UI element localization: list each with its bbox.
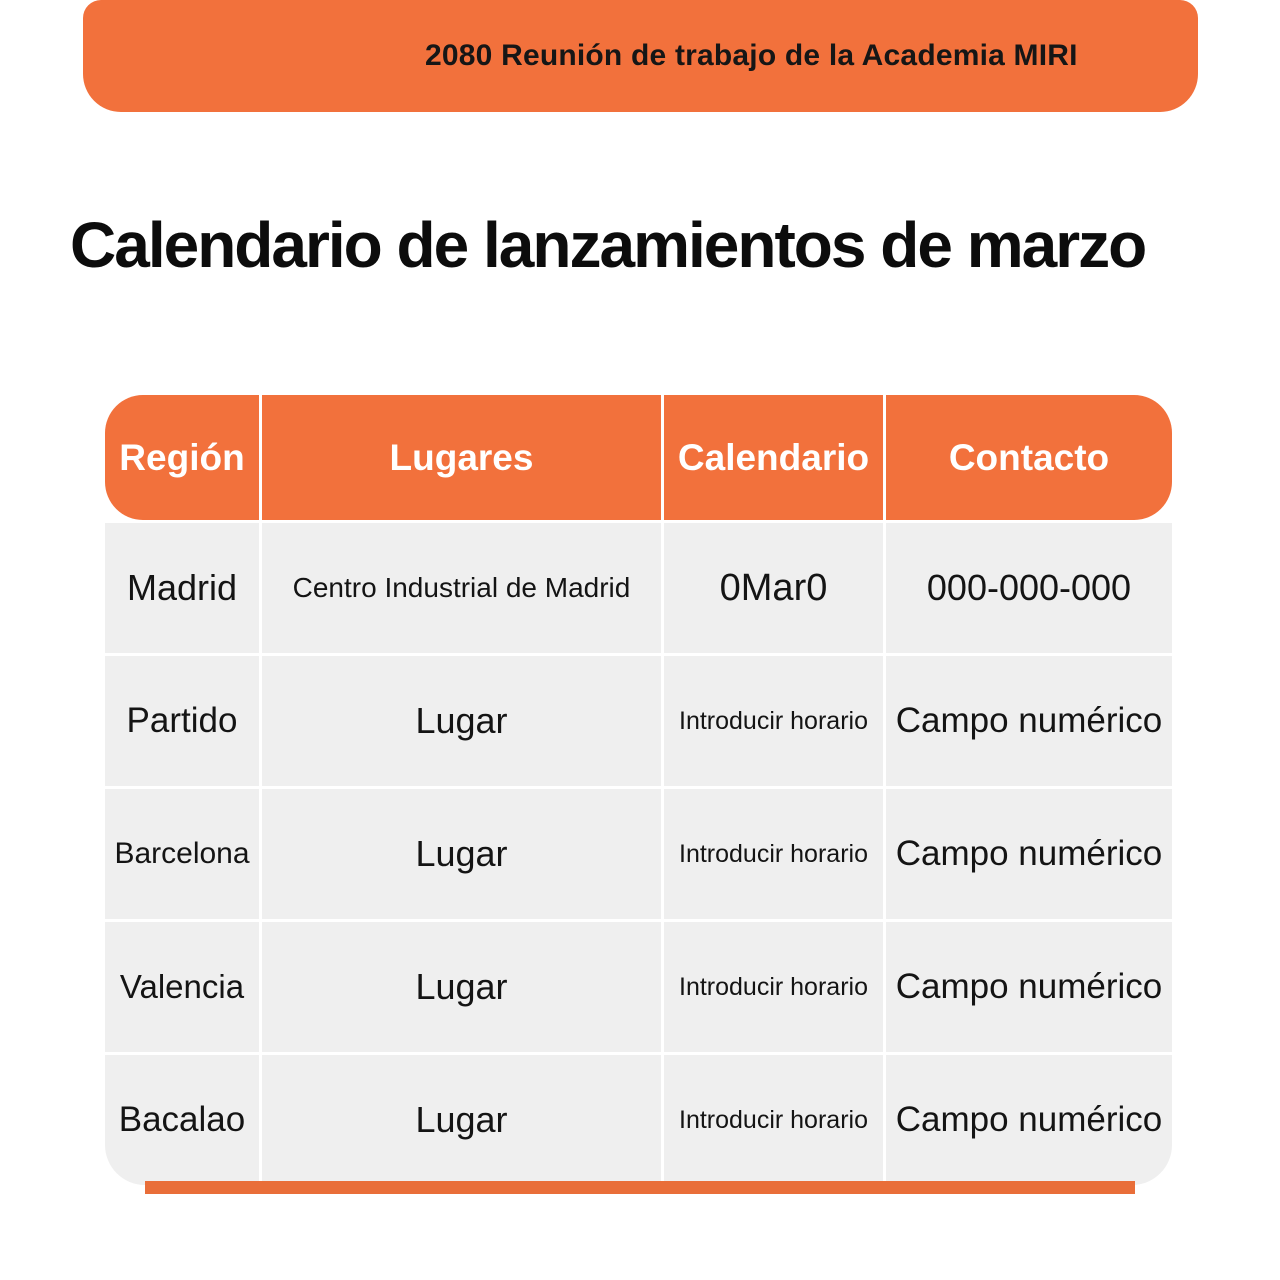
cell-r3-region[interactable]: Valencia [105, 922, 259, 1052]
cell-r2-lugar[interactable]: Lugar [262, 789, 661, 919]
event-banner [83, 0, 1198, 112]
table-bottom-divider [145, 1181, 1135, 1194]
cell-r0-contacto[interactable]: 000-000-000 [886, 523, 1172, 653]
cell-r1-horario[interactable]: Introducir horario [664, 656, 883, 786]
cell-r4-region[interactable]: Bacalao [105, 1055, 259, 1185]
cell-r4-contacto[interactable]: Campo numérico [886, 1055, 1172, 1185]
cell-r2-horario[interactable]: Introducir horario [664, 789, 883, 919]
column-header-calendario: Calendario [664, 395, 883, 520]
cell-r0-horario[interactable]: 0Mar0 [664, 523, 883, 653]
cell-r4-horario[interactable]: Introducir horario [664, 1055, 883, 1185]
column-header-lugares: Lugares [262, 395, 661, 520]
column-header-contacto: Contacto [886, 395, 1172, 520]
cell-r3-horario[interactable]: Introducir horario [664, 922, 883, 1052]
cell-r1-region[interactable]: Partido [105, 656, 259, 786]
cell-r2-contacto[interactable]: Campo numérico [886, 789, 1172, 919]
column-header-region: Región [105, 395, 259, 520]
cell-r2-region[interactable]: Barcelona [105, 789, 259, 919]
cell-r1-contacto[interactable]: Campo numérico [886, 656, 1172, 786]
cell-r0-lugar[interactable]: Centro Industrial de Madrid [262, 523, 661, 653]
launch-schedule-table [105, 395, 1172, 1185]
cell-r1-lugar[interactable]: Lugar [262, 656, 661, 786]
cell-r3-lugar[interactable]: Lugar [262, 922, 661, 1052]
cell-r4-lugar[interactable]: Lugar [262, 1055, 661, 1185]
page-title: Calendario de lanzamientos de marzo [70, 209, 1146, 281]
cell-r3-contacto[interactable]: Campo numérico [886, 922, 1172, 1052]
event-banner-text: 2080 Reunión de trabajo de la Academia MIRI [425, 39, 1078, 72]
cell-r0-region[interactable]: Madrid [105, 523, 259, 653]
